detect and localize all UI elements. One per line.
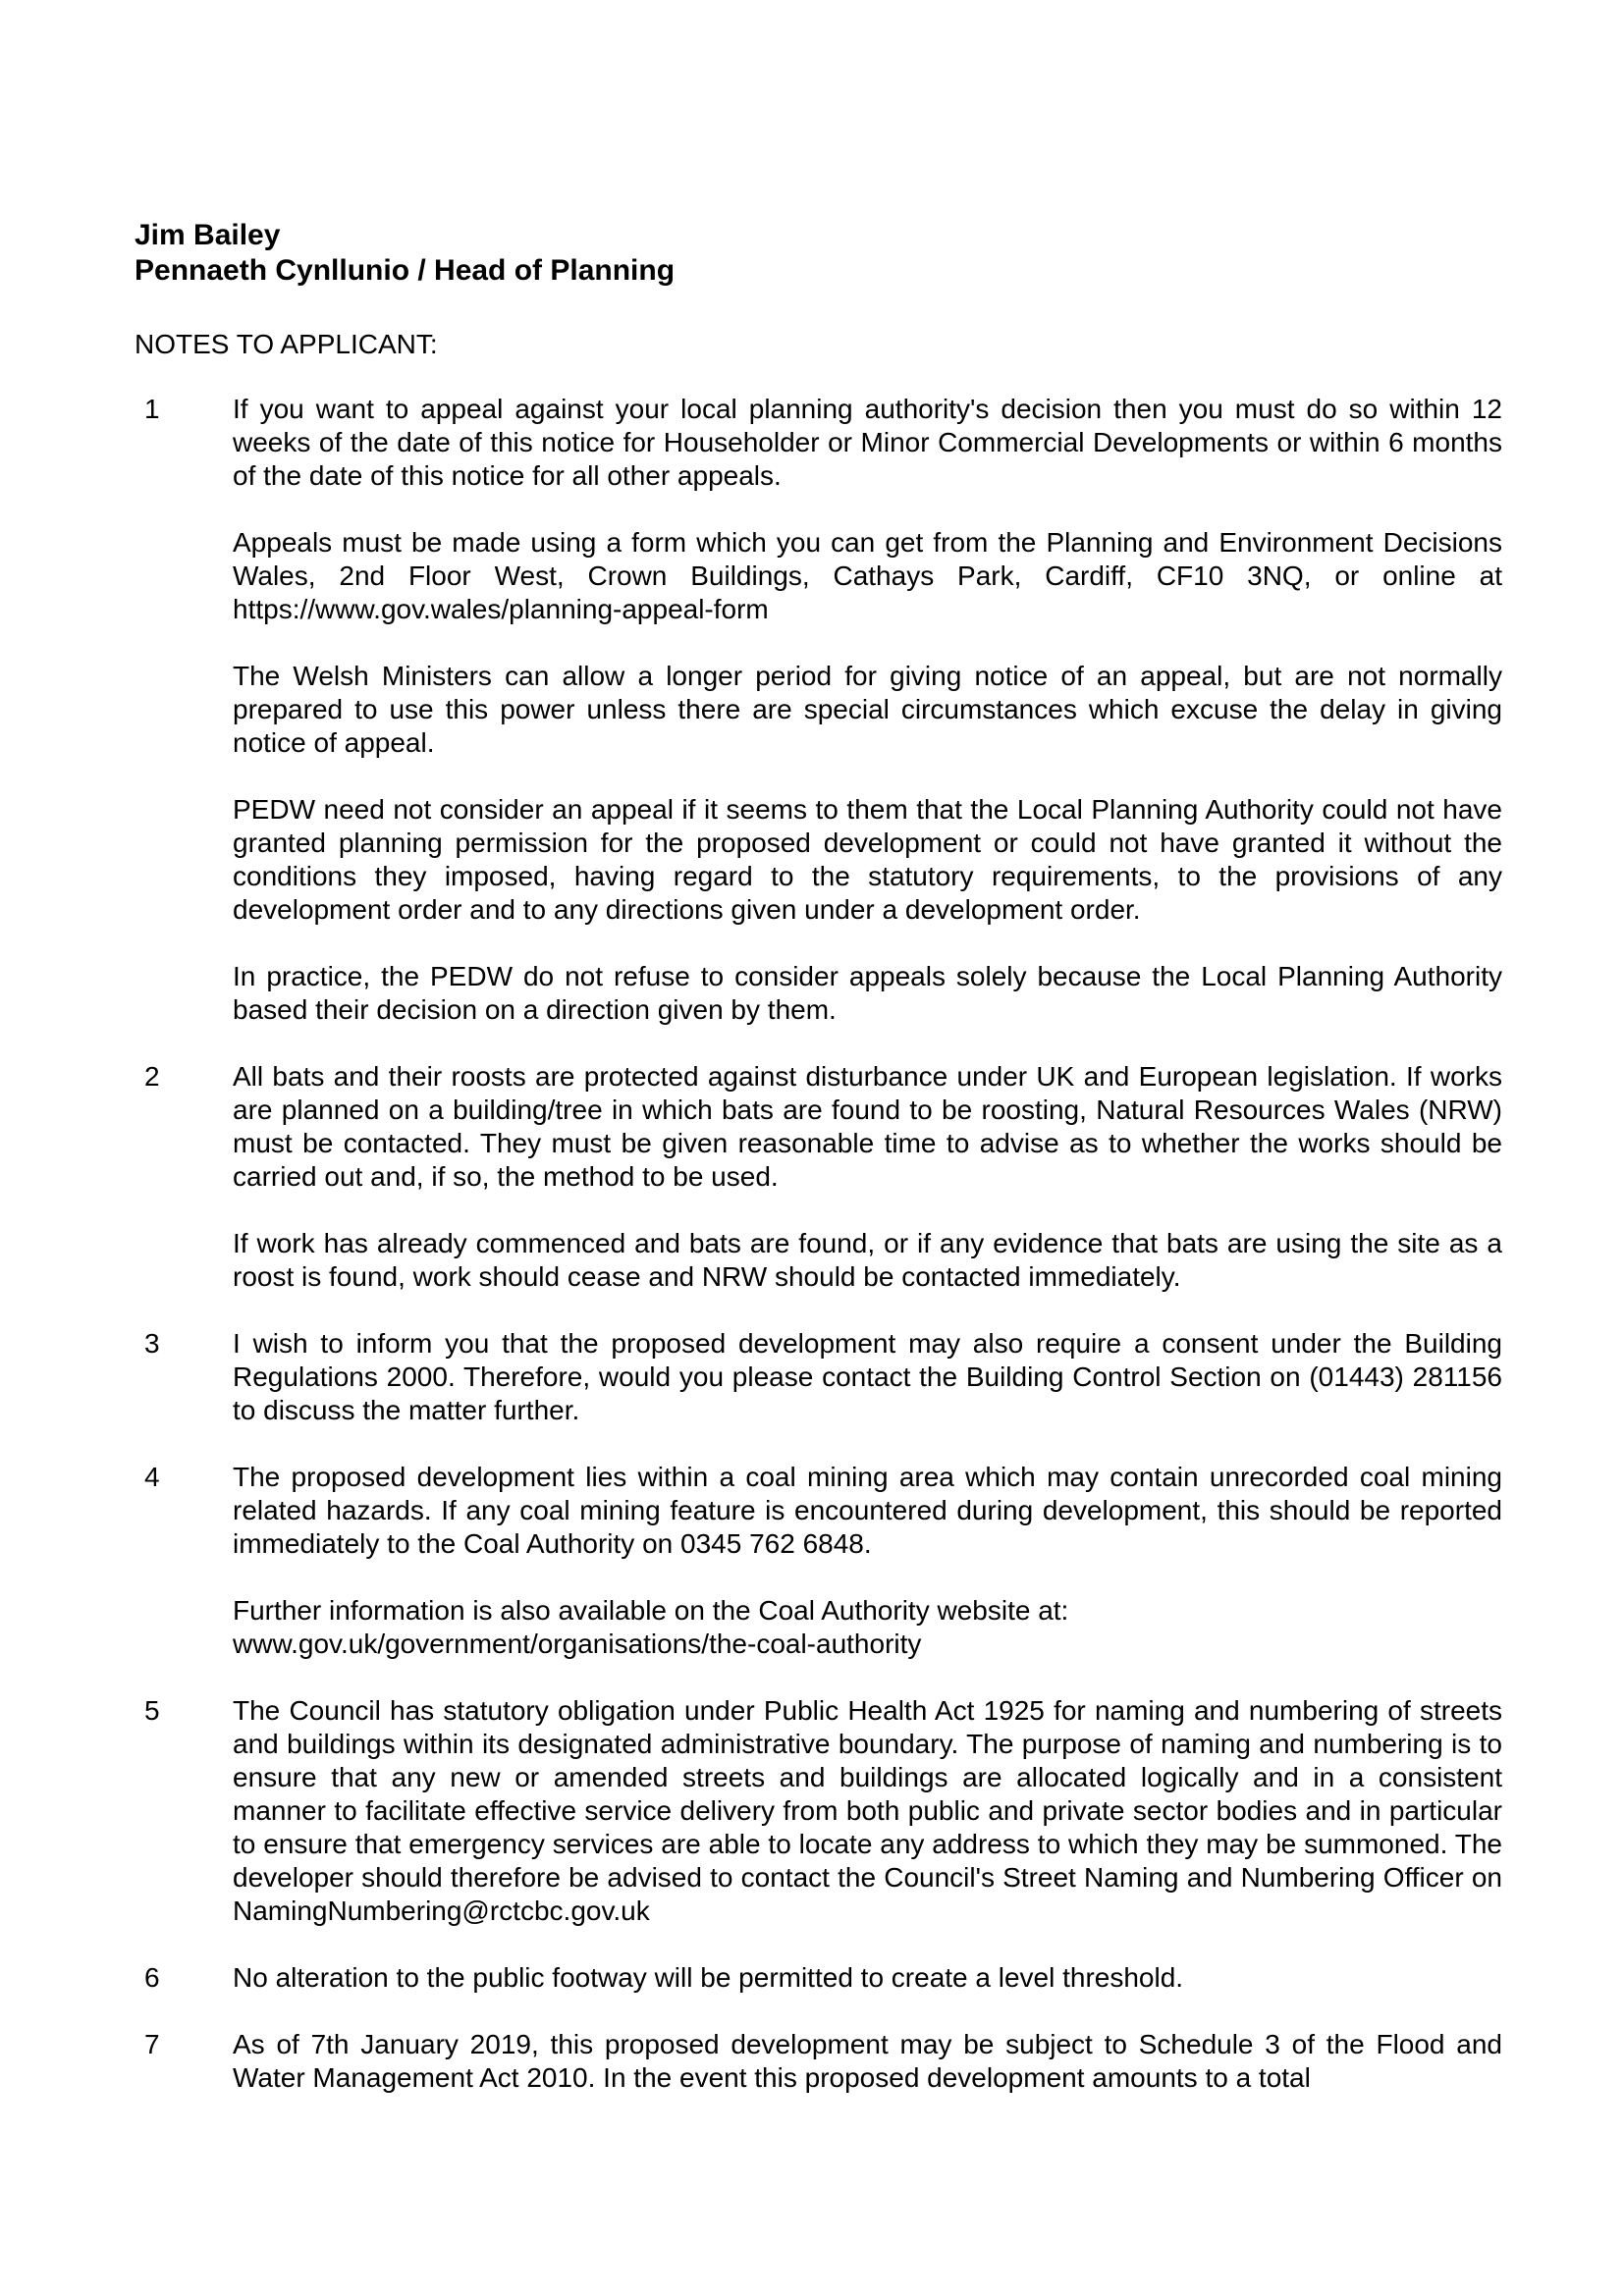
- signatory-title: Pennaeth Cynllunio / Head of Planning: [135, 254, 676, 287]
- notes-list: [135, 393, 1502, 2128]
- note-number: 6: [144, 1962, 160, 1993]
- note-number: 2: [144, 1061, 160, 1092]
- note-paragraph: In practice, the PEDW do not refuse to consider appeals solely because the Local Planning Authority based their decision on a direction given by them.: [233, 961, 1502, 1025]
- note-paragraph: Further information is also available on the Coal Authority website at: www.gov.uk/government/organisations/the-coal-authority: [233, 1595, 1069, 1659]
- note-number: 7: [144, 2029, 160, 2059]
- note-item: [135, 1461, 1502, 1661]
- note-number: 1: [144, 394, 160, 424]
- note-item: [135, 1060, 1502, 1294]
- note-paragraph: As of 7th January 2019, this proposed development may be subject to Schedule 3 of the Flood and Water Management Act 2010. In the event this proposed development amounts to a total: [233, 2029, 1502, 2093]
- note-paragraph: PEDW need not consider an appeal if it seems to them that the Local Planning Authority could not have granted planning permission for the proposed development or could not have granted it without the conditions they imposed, having regard to the statutory requirements, to the provisions of any development order and to any directions given under a development order.: [233, 794, 1502, 925]
- note-paragraph: If you want to appeal against your local planning authority's decision then you must do so within 12 weeks of the date of this notice for Householder or Minor Commercial Developments or within 6 months of the date of this notice for all other appeals.: [233, 394, 1502, 491]
- signatory-name: Jim Bailey: [135, 219, 281, 251]
- note-number: 3: [144, 1328, 160, 1359]
- note-paragraph: The proposed development lies within a coal mining area which may contain unrecorded coal mining related hazards. If any coal mining feature is encountered during development, this should be reported immediately to the Coal Authority on 0345 762 6848.: [233, 1462, 1502, 1559]
- note-number: 4: [144, 1462, 160, 1492]
- note-paragraph: No alteration to the public footway will be permitted to create a level threshold.: [233, 1962, 1184, 1993]
- note-paragraph: The Welsh Ministers can allow a longer period for giving notice of an appeal, but are not normally prepared to use this power unless there are special circumstances which excuse the delay in giving notice of appeal.: [233, 661, 1502, 758]
- note-item: [135, 1961, 1502, 1995]
- signature-block: [135, 218, 1509, 289]
- notes-heading: NOTES TO APPLICANT:: [135, 329, 438, 359]
- note-item: [135, 2028, 1502, 2095]
- note-number: 5: [144, 1695, 160, 1726]
- note-paragraph: All bats and their roosts are protected against disturbance under UK and European legislation. If works are planned on a building/tree in which bats are found to be roosting, Natural Resources Wales (NRW) must be contacted. They must be given reasonable time to advise as to whether the works should be carried out and, if so, the method to be used.: [233, 1061, 1502, 1192]
- note-paragraph: If work has already commenced and bats are found, or if any evidence that bats are using the site as a roost is found, work should cease and NRW should be contacted immediately.: [233, 1228, 1502, 1292]
- note-paragraph: I wish to inform you that the proposed development may also require a consent under the Building Regulations 2000. Therefore, would you please contact the Building Control Section on (01443) 281156 to discuss the matter further.: [233, 1328, 1502, 1425]
- note-item: [135, 1694, 1502, 1928]
- note-item: [135, 1327, 1502, 1427]
- note-paragraph: Appeals must be made using a form which you can get from the Planning and Environment Decisions Wales, 2nd Floor West, Crown Buildings, Cathays Park, Cardiff, CF10 3NQ, or online at https://www.gov.wales/planning-appeal-form: [233, 527, 1502, 624]
- note-paragraph: The Council has statutory obligation under Public Health Act 1925 for naming and numbering of streets and buildings within its designated administrative boundary. The purpose of naming and numbering is to ensure that any new or amended streets and buildings are allocated logically and in a consistent manner to facilitate effective service delivery from both public and private sector bodies and in particular to ensure that emergency services are able to locate any address to which they may be summoned. The developer should therefore be advised to contact the Council's Street Naming and Numbering Officer on NamingNumbering@rctcbc.gov.uk: [233, 1695, 1502, 1926]
- note-item: [135, 393, 1502, 1027]
